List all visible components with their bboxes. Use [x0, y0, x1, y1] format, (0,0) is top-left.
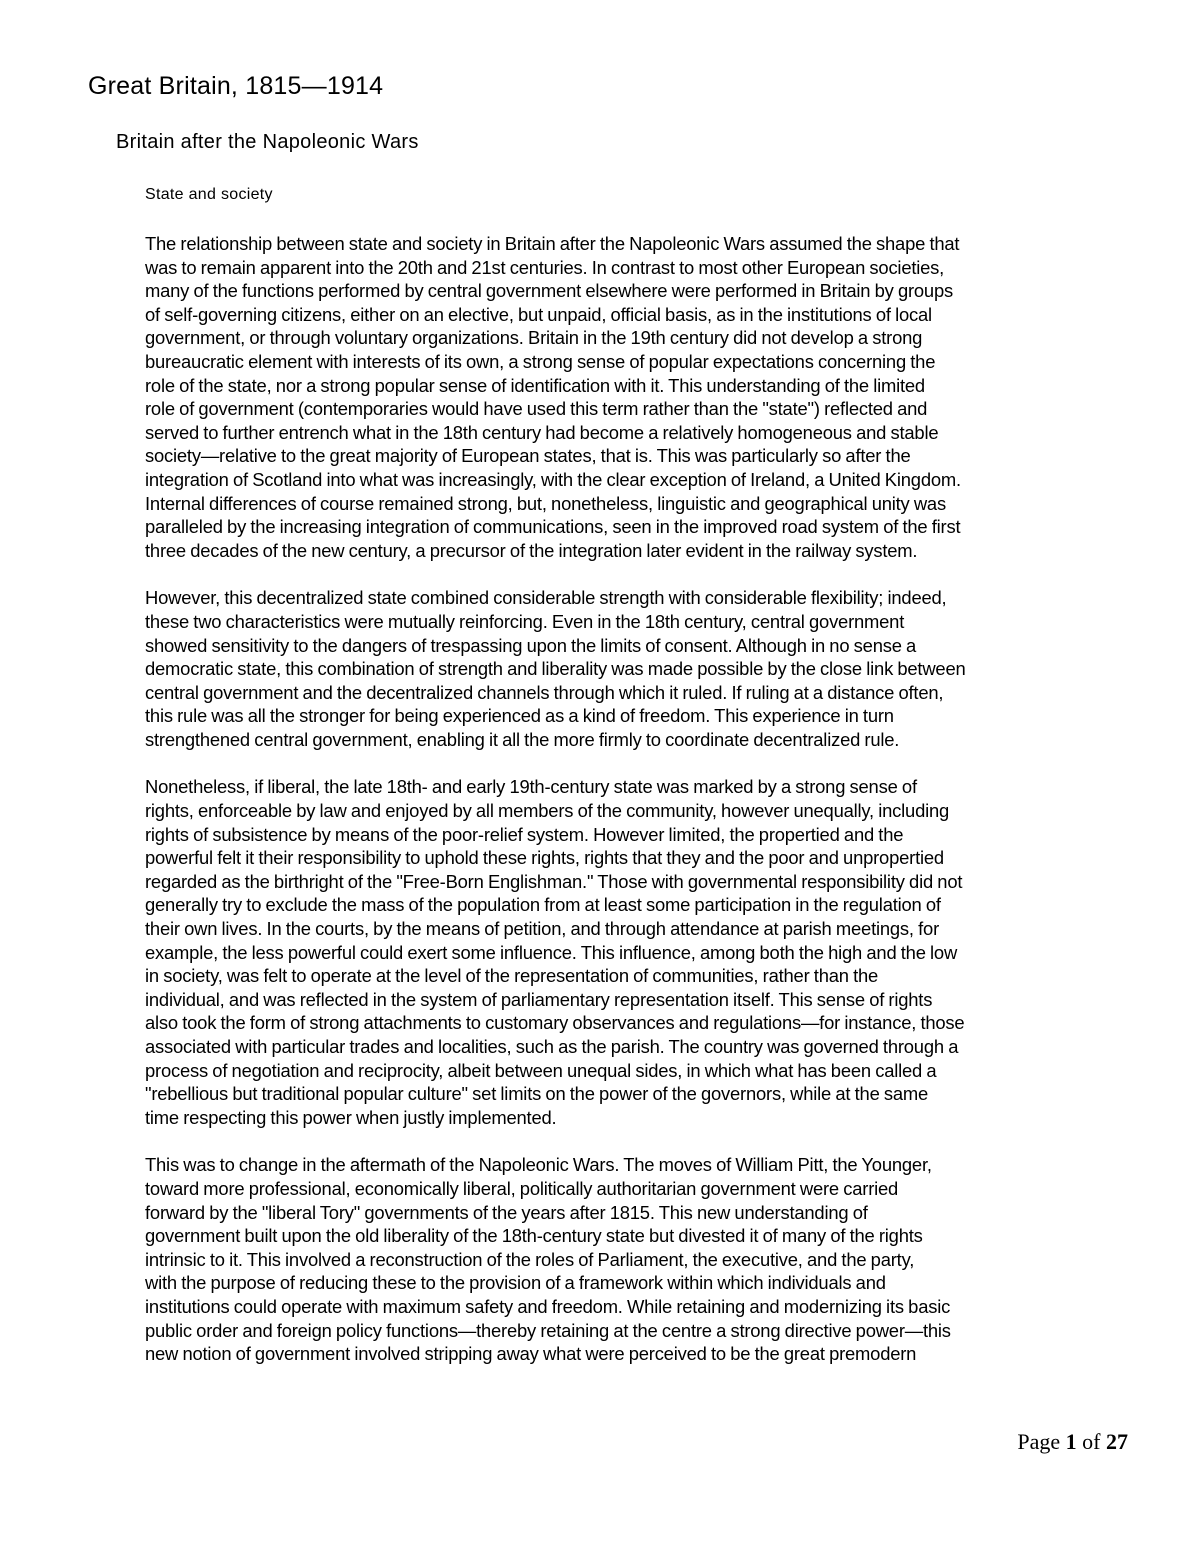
document-title: Great Britain, 1815—1914: [88, 72, 384, 100]
text-line: "rebellious but traditional popular culture" set limits on the power of the governors, while at the same: [145, 1083, 929, 1105]
text-line: with the purpose of reducing these to the provision of a framework within which individuals and: [145, 1272, 886, 1294]
text-line: generally try to exclude the mass of the population from at least some participation in the regulation of: [145, 894, 941, 916]
text-line: forward by the "liberal Tory" governments of the years after 1815. This new understanding of: [145, 1201, 868, 1223]
text-line: toward more professional, economically liberal, politically authoritarian government were carried: [145, 1177, 899, 1199]
text-line: role of the state, nor a strong popular sense of identification with it. This understanding of the limited: [145, 374, 925, 396]
text-line: central government and the decentralized channels through which it ruled. If ruling at a distance often,: [145, 681, 944, 703]
text-line: regarded as the birthright of the "Free-Born Englishman." Those with governmental responsibility did not: [145, 870, 963, 892]
text-line: associated with particular trades and localities, such as the parish. The country was governed through a: [145, 1036, 959, 1057]
text-line: process of negotiation and reciprocity, albeit between unequal sides, in which what has been called a: [145, 1059, 937, 1081]
page-word: Page: [1017, 1429, 1061, 1454]
text-line: However, this decentralized state combined considerable strength with considerable flexibility; indeed,: [145, 587, 947, 609]
subsection-title: State and society: [145, 186, 273, 203]
text-line: Nonetheless, if liberal, the late 18th- and early 19th-century state was marked by a strong sense of: [145, 776, 917, 798]
text-line: powerful felt it their responsibility to uphold these rights, rights that they and the poor and unpropertied: [145, 847, 944, 869]
text-line: rights of subsistence by means of the poor-relief system. However limited, the propertied and the: [145, 823, 904, 845]
text-line: integration of Scotland into what was increasingly, with the clear exception of Ireland, a United Kingdom.: [145, 468, 961, 490]
text-line: three decades of the new century, a precursor of the integration later evident in the railway system.: [145, 539, 918, 561]
text-line: bureaucratic element with interests of its own, a strong sense of popular expectations concerning the: [145, 350, 936, 372]
text-line: rights, enforceable by law and enjoyed by all members of the community, however unequally, including: [145, 800, 950, 822]
text-line: The relationship between state and society in Britain after the Napoleonic Wars assumed the shape that: [145, 233, 960, 254]
text-line: example, the less powerful could exert some influence. This influence, among both the high and the low: [145, 941, 958, 963]
text-line: these two characteristics were mutually reinforcing. Even in the 18th century, central government: [145, 610, 905, 632]
text-line: Internal differences of course remained strong, but, nonetheless, linguistic and geographical unity was: [145, 492, 946, 514]
body-text: [145, 232, 1145, 1390]
of-word: of: [1082, 1429, 1101, 1454]
text-line: in society, was felt to operate at the level of the representation of communities, rather than the: [145, 965, 879, 987]
text-line: role of government (contemporaries would have used this term rather than the "state") reflected and: [145, 398, 928, 420]
text-line: individual, and was reflected in the system of parliamentary representation itself. This sense of rights: [145, 988, 933, 1010]
page-current: 1: [1065, 1429, 1077, 1454]
text-line: this rule was all the stronger for being experienced as a kind of freedom. This experience in turn: [145, 705, 894, 727]
text-line: many of the functions performed by central government elsewhere were performed in Britain by groups: [145, 280, 953, 302]
paragraph: [145, 586, 1145, 751]
text-line: paralleled by the increasing integration of communications, seen in the improved road system of the first: [145, 516, 961, 538]
text-line: government built upon the old liberality of the 18th-century state but divested it of many of the rights: [145, 1225, 923, 1247]
page-total: 27: [1106, 1429, 1128, 1454]
text-line: society—relative to the great majority of European states, that is. This was particularly so after the: [145, 445, 911, 467]
text-line: This was to change in the aftermath of the Napoleonic Wars. The moves of William Pitt, the Younger,: [145, 1154, 932, 1176]
text-line: of self-governing citizens, either on an elective, but unpaid, official basis, as in the institutions of local: [145, 303, 932, 325]
text-line: government, or through voluntary organizations. Britain in the 19th century did not develop a strong: [145, 327, 923, 349]
text-line: democratic state, this combination of strength and liberality was made possible by the close link between: [145, 658, 966, 680]
text-line: their own lives. In the courts, by the means of petition, and through attendance at parish meetings, for: [145, 918, 939, 940]
paragraph: [145, 1153, 1145, 1365]
paragraph: [145, 232, 1145, 562]
text-line: showed sensitivity to the dangers of trespassing upon the limits of consent. Although in no sense a: [145, 634, 917, 656]
text-line: public order and foreign policy functions—thereby retaining at the centre a strong directive power—this: [145, 1319, 951, 1341]
text-line: new notion of government involved stripping away what were perceived to be the great premodern: [145, 1343, 917, 1365]
text-line: also took the form of strong attachments to customary observances and regulations—for instance, those: [145, 1012, 965, 1034]
text-line: was to remain apparent into the 20th and 21st centuries. In contrast to most other European societies,: [145, 256, 945, 278]
text-line: strengthened central government, enabling it all the more firmly to coordinate decentralized rule.: [145, 728, 900, 750]
text-line: institutions could operate with maximum safety and freedom. While retaining and modernizing its basic: [145, 1295, 951, 1317]
paragraph: [145, 775, 1145, 1129]
section-title: Britain after the Napoleonic Wars: [116, 131, 419, 153]
page-number: [1017, 1429, 1128, 1455]
text-line: served to further entrench what in the 18th century had become a relatively homogeneous and stable: [145, 421, 939, 443]
text-line: time respecting this power when justly implemented.: [145, 1106, 557, 1128]
text-line: intrinsic to it. This involved a reconstruction of the roles of Parliament, the executive, and the party,: [145, 1248, 915, 1270]
